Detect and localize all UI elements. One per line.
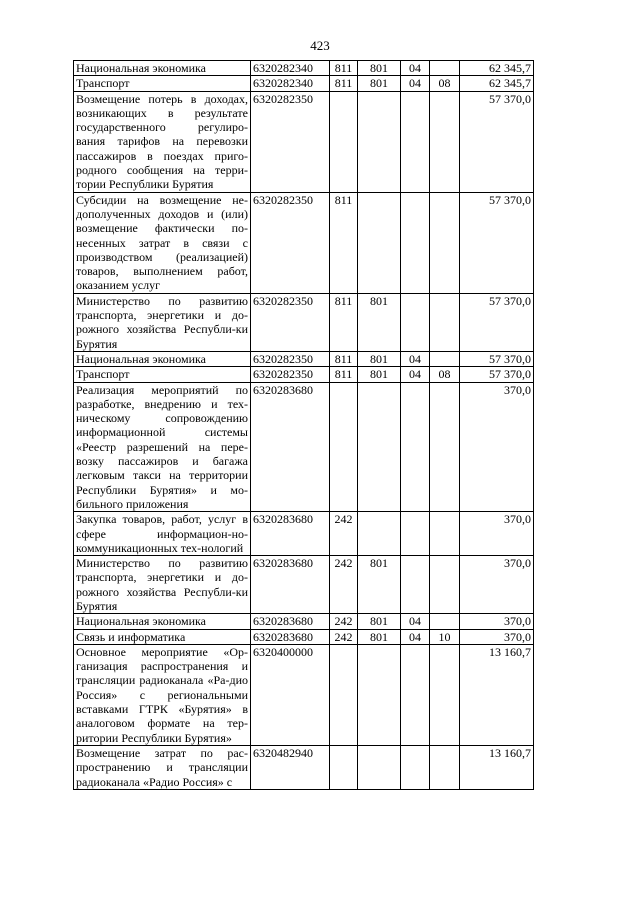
row-amount-cell: 13 160,7 <box>460 745 534 789</box>
table-row <box>74 293 534 351</box>
row-subsection-cell <box>430 556 460 614</box>
row-target-code-cell: 6320282340 <box>251 76 330 91</box>
table-row <box>74 556 534 614</box>
page-number: 423 <box>310 38 330 53</box>
row-ministry-code-cell <box>358 91 401 192</box>
row-subsection-cell: 10 <box>430 629 460 644</box>
row-section-cell: 04 <box>401 367 430 382</box>
row-amount-cell: 13 160,7 <box>460 644 534 745</box>
row-amount-cell: 370,0 <box>460 614 534 629</box>
row-amount-cell: 370,0 <box>460 382 534 512</box>
table-row <box>74 629 534 644</box>
row-name-cell: Закупка товаров, работ, услуг в сфере информацион-но-коммуникационных тех-нологий <box>74 512 251 556</box>
row-section-cell <box>401 192 430 293</box>
row-target-code-cell: 6320282340 <box>251 61 330 76</box>
row-name-cell: Субсидии на возмещение не-дополученных доходов и (или) возмещение фактически по-несенных затрат в связи с производством (реализацией) товаров, выполнением работ, оказанием услуг <box>74 192 251 293</box>
row-ministry-code-cell: 801 <box>358 351 401 366</box>
row-subsection-cell <box>430 644 460 745</box>
row-expense-type-cell: 242 <box>330 512 358 556</box>
row-target-code-cell: 6320282350 <box>251 367 330 382</box>
row-section-cell: 04 <box>401 614 430 629</box>
row-amount-cell: 370,0 <box>460 556 534 614</box>
row-amount-cell: 57 370,0 <box>460 351 534 366</box>
budget-table <box>73 60 534 790</box>
row-subsection-cell <box>430 192 460 293</box>
row-target-code-cell: 6320482940 <box>251 745 330 789</box>
row-name-cell: Национальная экономика <box>74 61 251 76</box>
row-ministry-code-cell <box>358 745 401 789</box>
row-target-code-cell: 6320283680 <box>251 382 330 512</box>
row-ministry-code-cell: 801 <box>358 556 401 614</box>
row-section-cell: 04 <box>401 76 430 91</box>
row-ministry-code-cell <box>358 644 401 745</box>
row-section-cell: 04 <box>401 61 430 76</box>
row-section-cell <box>401 745 430 789</box>
row-subsection-cell <box>430 745 460 789</box>
table-row <box>74 76 534 91</box>
table-row <box>74 644 534 745</box>
row-ministry-code-cell <box>358 192 401 293</box>
table-row <box>74 351 534 366</box>
row-subsection-cell <box>430 61 460 76</box>
row-ministry-code-cell: 801 <box>358 629 401 644</box>
row-expense-type-cell: 811 <box>330 293 358 351</box>
row-subsection-cell <box>430 512 460 556</box>
row-ministry-code-cell: 801 <box>358 367 401 382</box>
row-target-code-cell: 6320400000 <box>251 644 330 745</box>
table-row <box>74 91 534 192</box>
row-expense-type-cell: 811 <box>330 367 358 382</box>
row-section-cell <box>401 556 430 614</box>
row-target-code-cell: 6320282350 <box>251 351 330 366</box>
row-name-cell: Транспорт <box>74 76 251 91</box>
row-name-cell: Министерство по развитию транспорта, энергетики и до-рожного хозяйства Республи-ки Бурятия <box>74 556 251 614</box>
table-row <box>74 512 534 556</box>
row-expense-type-cell: 242 <box>330 556 358 614</box>
row-name-cell: Основное мероприятие «Ор-ганизация распространения и трансляции радиоканала «Ра-дио Россия» с региональными вставками ГТРК «Бурятия» в аналоговом формате на тер-ритории Республики Бурятия» <box>74 644 251 745</box>
row-subsection-cell <box>430 382 460 512</box>
row-amount-cell: 62 345,7 <box>460 61 534 76</box>
row-ministry-code-cell: 801 <box>358 61 401 76</box>
table-row <box>74 192 534 293</box>
row-target-code-cell: 6320283680 <box>251 614 330 629</box>
row-section-cell <box>401 293 430 351</box>
row-name-cell: Возмещение затрат по рас-пространению и трансляции радиоканала «Радио Россия» с <box>74 745 251 789</box>
row-ministry-code-cell <box>358 512 401 556</box>
row-target-code-cell: 6320283680 <box>251 512 330 556</box>
row-name-cell: Национальная экономика <box>74 351 251 366</box>
row-amount-cell: 370,0 <box>460 629 534 644</box>
row-target-code-cell: 6320283680 <box>251 556 330 614</box>
row-name-cell: Реализация мероприятий по разработке, внедрению и тех-ническому сопровождению информационной системы «Реестр разрешений на пере-возку пассажиров и багажа легковым такси на территории Республики Бурятия» и мо-бильного приложения <box>74 382 251 512</box>
row-target-code-cell: 6320282350 <box>251 293 330 351</box>
row-target-code-cell: 6320282350 <box>251 192 330 293</box>
row-ministry-code-cell: 801 <box>358 76 401 91</box>
table-row <box>74 367 534 382</box>
table-row <box>74 61 534 76</box>
row-amount-cell: 370,0 <box>460 512 534 556</box>
row-amount-cell: 57 370,0 <box>460 91 534 192</box>
row-subsection-cell <box>430 91 460 192</box>
row-name-cell: Национальная экономика <box>74 614 251 629</box>
row-expense-type-cell <box>330 644 358 745</box>
row-expense-type-cell: 811 <box>330 351 358 366</box>
row-name-cell: Возмещение потерь в доходах, возникающих в результате государственного регулиро-вания тарифов на перевозки пассажиров в поездах приго-родного сообщения на терри-тории Республики Бурятия <box>74 91 251 192</box>
row-name-cell: Транспорт <box>74 367 251 382</box>
table-row <box>74 745 534 789</box>
row-ministry-code-cell: 801 <box>358 293 401 351</box>
row-amount-cell: 57 370,0 <box>460 192 534 293</box>
row-amount-cell: 62 345,7 <box>460 76 534 91</box>
row-subsection-cell: 08 <box>430 76 460 91</box>
row-target-code-cell: 6320283680 <box>251 629 330 644</box>
row-name-cell: Министерство по развитию транспорта, энергетики и до-рожного хозяйства Республи-ки Бурятия <box>74 293 251 351</box>
row-subsection-cell <box>430 293 460 351</box>
row-subsection-cell <box>430 351 460 366</box>
row-expense-type-cell <box>330 91 358 192</box>
row-amount-cell: 57 370,0 <box>460 367 534 382</box>
row-section-cell <box>401 91 430 192</box>
row-expense-type-cell: 242 <box>330 614 358 629</box>
row-ministry-code-cell <box>358 382 401 512</box>
row-section-cell <box>401 644 430 745</box>
row-expense-type-cell: 811 <box>330 192 358 293</box>
row-subsection-cell <box>430 614 460 629</box>
row-name-cell: Связь и информатика <box>74 629 251 644</box>
row-expense-type-cell: 811 <box>330 61 358 76</box>
row-section-cell <box>401 382 430 512</box>
row-expense-type-cell <box>330 382 358 512</box>
row-amount-cell: 57 370,0 <box>460 293 534 351</box>
table-row <box>74 382 534 512</box>
row-expense-type-cell: 242 <box>330 629 358 644</box>
row-expense-type-cell: 811 <box>330 76 358 91</box>
row-section-cell: 04 <box>401 351 430 366</box>
row-section-cell: 04 <box>401 629 430 644</box>
row-ministry-code-cell: 801 <box>358 614 401 629</box>
table-row <box>74 614 534 629</box>
row-subsection-cell: 08 <box>430 367 460 382</box>
row-expense-type-cell <box>330 745 358 789</box>
row-section-cell <box>401 512 430 556</box>
row-target-code-cell: 6320282350 <box>251 91 330 192</box>
